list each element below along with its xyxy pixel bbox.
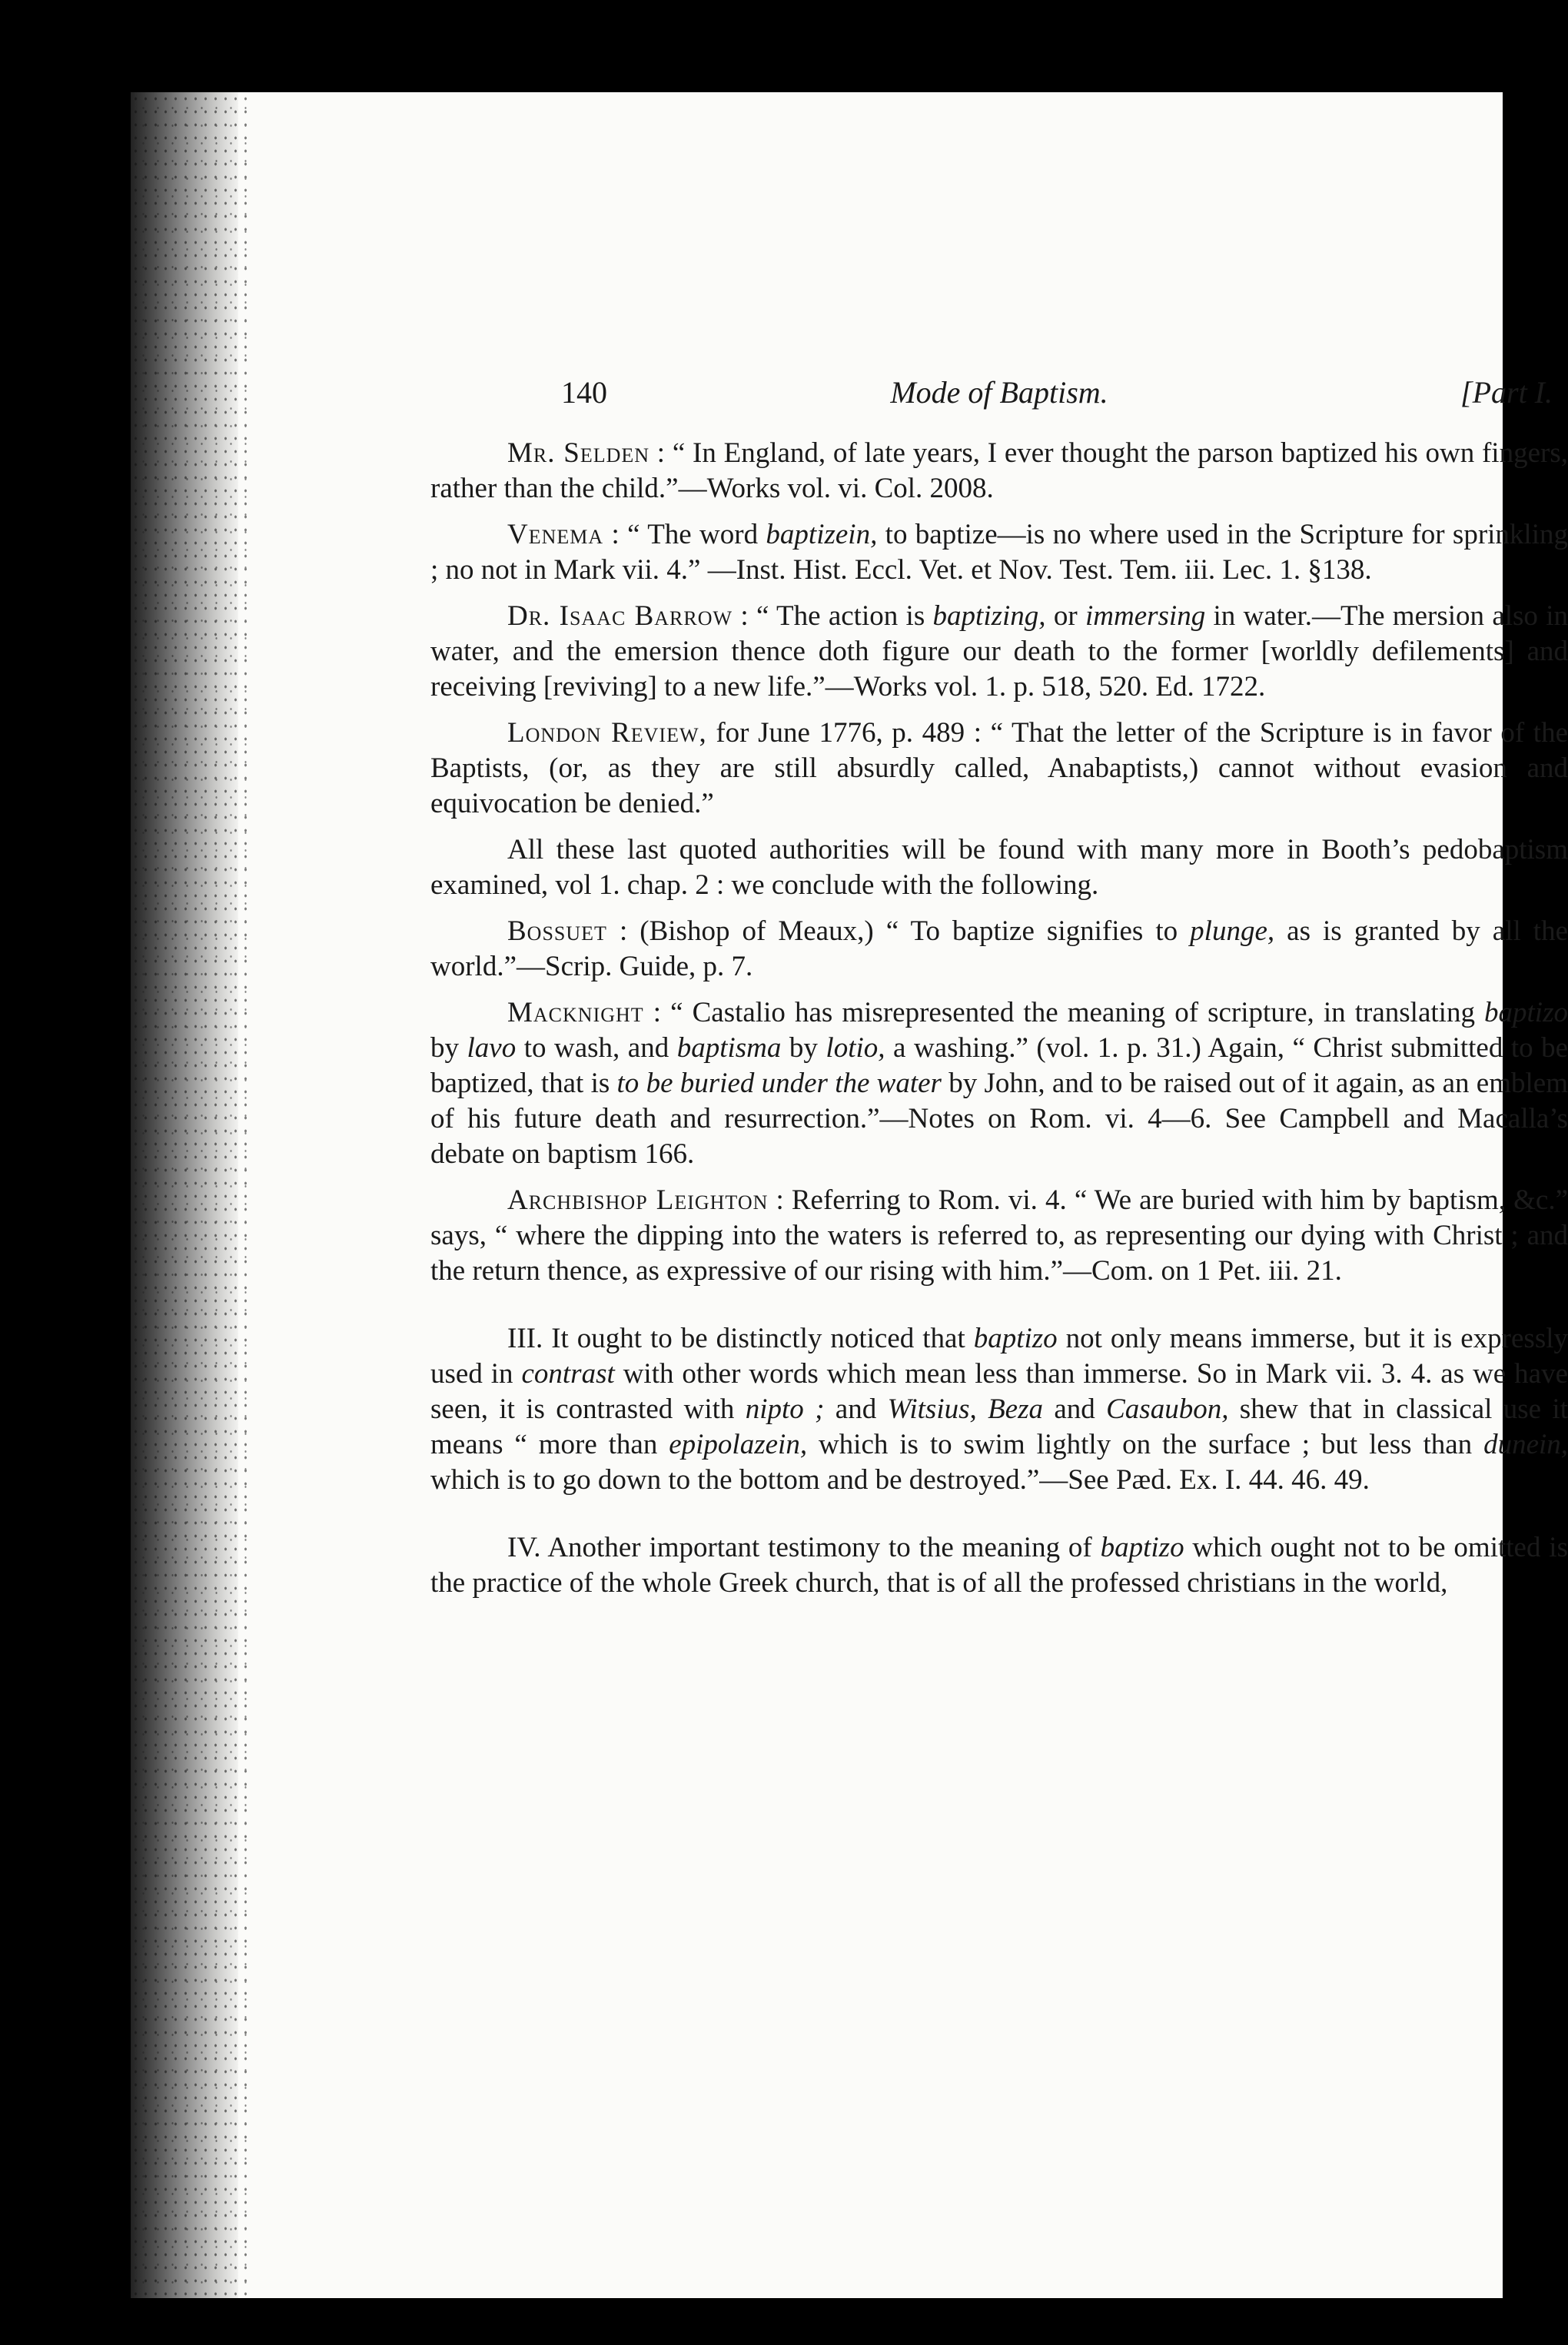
page-number: 140 bbox=[561, 375, 607, 410]
running-title: Mode of Baptism. bbox=[890, 375, 1108, 410]
author-name: Macknight bbox=[507, 997, 644, 1028]
paragraph-leighton: Archbishop Leighton : Referring to Rom. vi. 4. “ We are buried with him by baptism, &c.” says, “ where the dipping into the waters is referred to, as representing our dying with Christ ; and the return thence, as expressive of our rising with him.”—Com. on 1 Pet. iii. 21. bbox=[430, 1184, 1568, 1287]
paragraph-section-iii: III. It ought to be distinctly noticed that baptizo not only means immerse, but it is expressly used in contrast with other words which mean less than immerse. So in Mark vii. 3. 4. as we have seen, it is contrasted with nipto ; and Witsius, Beza and Casaubon, shew that in classical use it means “ more than epipolazein, which is to swim lightly on the surface ; but less than dunein, which is to go down to the bottom and be destroyed.”—See Pæd. Ex. I. 44. 46. 49. bbox=[430, 1323, 1568, 1496]
author-name: Archbishop Leighton bbox=[507, 1184, 769, 1216]
page-text bbox=[430, 374, 1568, 1601]
book-page bbox=[131, 92, 1568, 2298]
paragraph-authorities: All these last quoted authorities will be found with many more in Booth’s pedobaptism examined, vol 1. chap. 2 : we conclude with the following. bbox=[430, 834, 1568, 901]
author-name: Mr. Selden bbox=[507, 437, 650, 469]
page-header bbox=[430, 374, 1568, 436]
part-label: [Part I. bbox=[1460, 375, 1553, 410]
paragraph-section-iv: IV. Another important testimony to the meaning of baptizo which ought not to be omitted is the practice of the whole Greek church, that is of all the professed christians in the world, bbox=[430, 1532, 1568, 1599]
paragraph-macknight: Macknight : “ Castalio has misrepresented the meaning of scripture, in translating baptizo by lavo to wash, and baptisma by lotio, a washing.” (vol. 1. p. 31.) Again, “ Christ submitted to be baptized, that is to be buried under the water by John, and to be raised out of it again, as an emblem of his future death and resurrection.”—Notes on Rom. vi. 4—6. See Campbell and Macalla’s debate on baptism 166. bbox=[430, 997, 1568, 1170]
author-name: London Review, bbox=[507, 717, 707, 749]
scan-speckle bbox=[131, 92, 254, 2298]
author-name: Bossuet bbox=[507, 915, 607, 947]
author-name: Venema bbox=[507, 519, 604, 550]
paragraph-venema: Venema : “ The word baptizein, to baptize—is no where used in the Scripture for sprinkling ; no not in Mark vii. 4.” —Inst. Hist. Eccl. Vet. et Nov. Test. Tem. iii. Lec. 1. §138. bbox=[430, 519, 1568, 586]
paragraph-london-review: London Review, for June 1776, p. 489 : “ That the letter of the Scripture is in favor of the Baptists, (or, as they are still absurdly called, Anabaptists,) cannot without evasion and equivocation be denied.” bbox=[430, 717, 1568, 819]
paragraph-bossuet: Bossuet : (Bishop of Meaux,) “ To baptize signifies to plunge, as is granted by all the world.”—Scrip. Guide, p. 7. bbox=[430, 915, 1568, 982]
paragraph-barrow: Dr. Isaac Barrow : “ The action is baptizing, or immersing in water.—The mersion also in water, and the emersion thence doth figure our death to the former [worldly defilements] and receiving [reviving] to a new life.”—Works vol. 1. p. 518, 520. Ed. 1722. bbox=[430, 600, 1568, 703]
author-name: Dr. Isaac Barrow bbox=[507, 600, 733, 632]
paragraph-selden: Mr. Selden : “ In England, of late years, I ever thought the parson baptized his own fingers, rather than the child.”—Works vol. vi. Col. 2008. bbox=[430, 437, 1568, 504]
